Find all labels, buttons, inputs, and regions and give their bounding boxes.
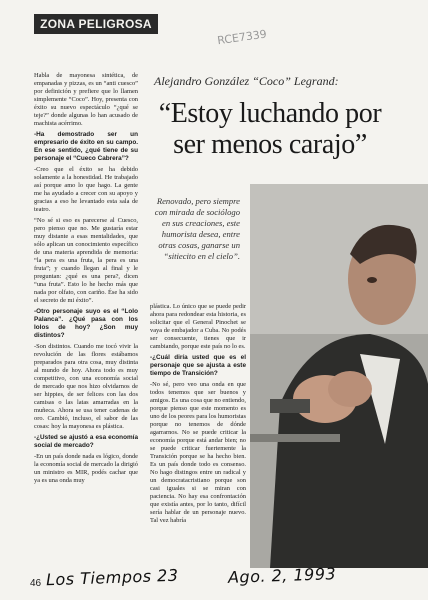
article-headline — [120, 98, 420, 161]
archive-code-stamp: RCE7339 — [216, 27, 268, 48]
article-paragraph: “No sé si eso es parecerse al Cuesco, pero pienso que no. Me gustaría estar muy distante a esas mentalidades, que sólo aplican un conocimiento específico de una materia aprendida de memoria: “la pera es una fruta, la pera es una fruta”; y cuando llegan al final y le preguntan: ¿qué es una pera?, dicen “una fruta”. Esto lo he hecho más que nada por olfato, con cariño. Ése ha sido el secreto de mi éxito”. — [34, 217, 138, 304]
article-paragraph: Habla de mayonesa sintética, de empanadas y pizzas, es un “anti cuesco” por definición y prefiere que lo llamen simplemente “Coco”. Hoy, presenta con éxito su nuevo espectáculo “¿qué se teje?” donde algunas lo han acusado de machista acérrimo. — [34, 72, 138, 127]
interview-question: -Ha demostrado ser un empresario de éxito en su campo. En ese sentido, ¿qué tiene de su personaje el “Cueco Cabrera”? — [34, 131, 138, 162]
middle-column-text — [150, 303, 246, 569]
article-paragraph: plástica. Lo único que se puede pedir ahora para redondear esta historia, es solicitar que el General Pinochet se vaya de embajador a Cuba. No podés ser consecuente, tienes que ir cambiando, porque este país no lo es. — [150, 303, 246, 350]
interview-question: -Otro personaje suyo es el “Lolo Palanca”. ¿Qué pasa con los lolos de hoy? ¿Son muy distintos? — [34, 308, 138, 339]
headline-line: ser menos carajo” — [173, 129, 367, 161]
interview-photo — [250, 184, 428, 568]
handwritten-date: Ago. 2, 1993 — [227, 564, 337, 587]
handwritten-source: Los Tiempos 23 — [45, 565, 179, 590]
article-paragraph: -En un país donde nada es lógico, donde la economía social de mercado la dirigió un ministro es MIR, podés cachar que ya es una onda muy — [34, 453, 138, 484]
article-paragraph: -Son distintos. Cuando me tocó vivir la revolución de las flores estábamos preparados para otra cosa, muy distinta al mundo de hoy. Ahora todo es muy competitivo, con una economía social de mercado que nos hizo olvidarnos de ser hippies, de ser felices con las dos camisas o las latas amarradas en la muñeca. Ahora se usa tener cadenas de oro. Cambió, incluso, el sabor de las cosas: hoy la mayonesa es plástica. — [34, 343, 138, 430]
article-kicker: Alejandro González “Coco” Legrand: — [154, 74, 339, 88]
page-number: 46 — [30, 578, 42, 589]
interview-question: -¿Usted se ajustó a esa economía social de mercado? — [34, 434, 138, 449]
headline-line: “Estoy luchando por — [158, 98, 382, 129]
article-deck: Renovado, pero siempre con mirada de sociólogo en sus creaciones, este humorista desea, entre otras cosas, ganarse un “sitiecito en el cielo”. — [154, 196, 240, 261]
article-paragraph: -No sé, pero veo una onda en que todos tenemos que ser buenos y amigos. Es una cosa que no entiendo, porque pienso que este momento es uno de los peores para los humoristas porque no tenemos de dónde agarrarnos. No se puede criticar la economía porque está andar bien; no se puede criticar fuertemente la Transición porque se ha hecho bien. Es un país donde todo es consenso. No hago distingos entre un radical y un democratacristiano porque son casi iguales si se miran con paciencia. No hay esa confrontación que existía antes, por lo tanto, difícil sería hablar de un personaje nuevo. Tal vez habría — [150, 381, 246, 524]
section-tag: ZONA PELIGROSA — [34, 14, 158, 34]
portrait-illustration — [250, 184, 428, 568]
interview-question: -¿Cuál diría usted que es el personaje que se ajusta a este tiempo de Transición? — [150, 354, 246, 377]
article-paragraph: -Creo que el éxito se ha debido solamente a la honestidad. He trabajado así porque amo lo que hago. La gente me ha ayudado a crecer con su apoyo y gracias a eso he levantado esta sala de teatro. — [34, 166, 138, 213]
